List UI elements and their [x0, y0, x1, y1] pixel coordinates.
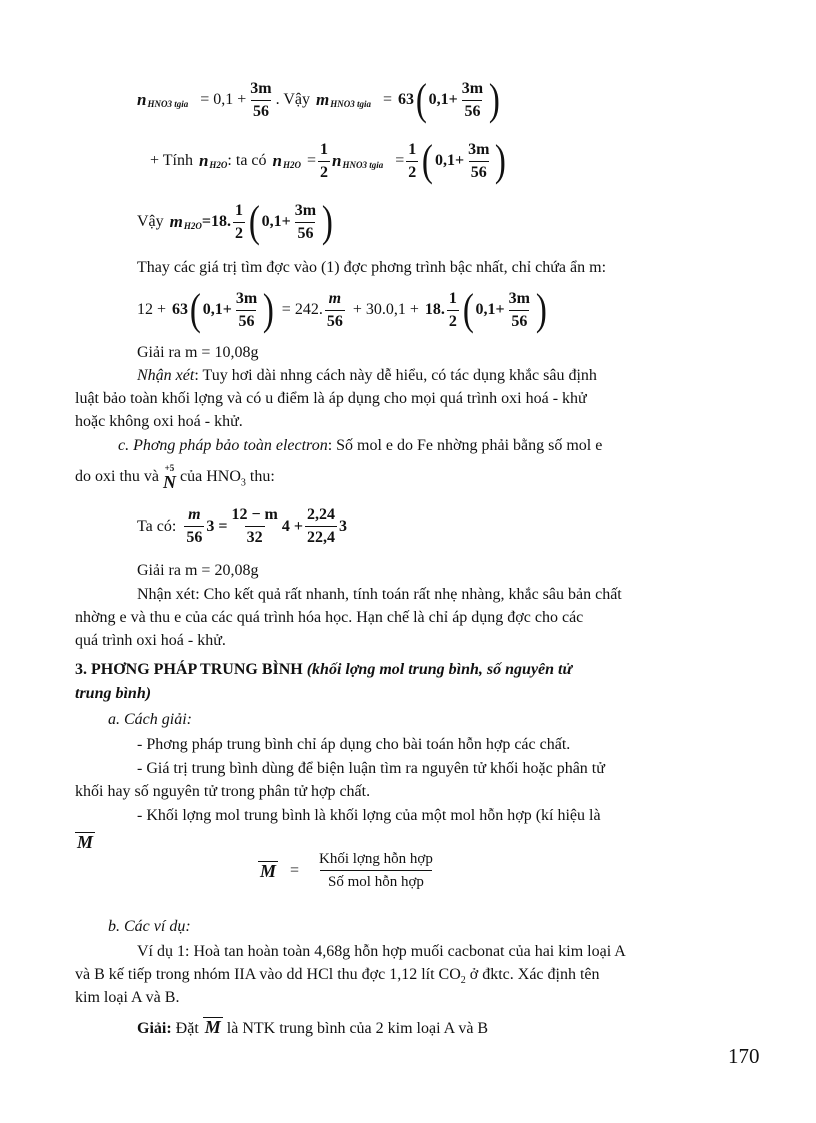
text: do oxi thu và — [75, 468, 159, 486]
fraction: $\frac{1}{2}$ — [320, 140, 329, 181]
subscript: 2 — [460, 975, 466, 987]
subsection-b: b. Các ví dụ: — [108, 918, 191, 935]
subscript: 3 — [240, 477, 246, 489]
heading: 3. PHƠNG PHÁP TRUNG BÌNH — [75, 661, 303, 678]
page-number: 170 — [728, 1044, 760, 1068]
text: : ta có — [227, 152, 267, 169]
subscript: HNO3 tgia — [342, 160, 384, 170]
heading-paren: (khối lợng mol trung bình, số nguyên tử — [306, 661, 573, 678]
nhan-xet-2-line3: quá trình oxi hoá - khử. — [75, 632, 226, 649]
fraction: $\frac{3m}{56}$ — [250, 79, 272, 120]
text: 18. — [424, 301, 445, 318]
method-c-title — [118, 436, 602, 456]
subscript: H2O — [209, 160, 228, 170]
text: = — [395, 152, 405, 169]
text: 63 — [172, 301, 189, 318]
text: + Tính — [150, 152, 193, 169]
fraction: $\frac{3m}{56}$ — [294, 201, 317, 242]
subscript: H2O — [282, 160, 301, 170]
text: 12 + — [137, 301, 167, 318]
text: Đặt — [175, 1020, 199, 1037]
text: 0,1+ — [428, 91, 458, 108]
text: = 242. — [281, 301, 323, 318]
section-3-heading-line2: trung bình) — [75, 685, 152, 702]
fraction: $\frac{3m}{56}$ — [468, 140, 490, 181]
text: ở đktc. Xác định tên — [465, 966, 600, 983]
bullet-2-cont: khối hay số nguyên tử trong phân tử hợp chất. — [75, 783, 371, 800]
text: Ta có: — [137, 517, 177, 535]
fraction: $\frac{3m}{56}$ — [508, 289, 530, 330]
text: + 30.0,1 + — [352, 301, 419, 318]
fraction: $\frac{2,24}{22,4}$ — [307, 506, 336, 546]
text: M — [77, 832, 94, 852]
text: và B kế tiếp trong nhóm IIA vào dd HCl thu đợc 1,12 lít CO — [75, 966, 461, 983]
fraction: $\frac{3m}{56}$ — [235, 289, 258, 330]
text: 0,1+ — [475, 301, 505, 318]
subsection-a: a. Cách giải: — [108, 711, 192, 728]
text: 0,1+ — [202, 301, 232, 318]
nhan-xet-1-line1 — [137, 366, 597, 386]
bullet-2: - Giá trị trung bình dùng để biện luận tìm ra nguyên tử khối hoặc phân tử — [137, 760, 605, 777]
text: = 0,1 + — [200, 91, 247, 108]
fraction: $\frac{12 - m}{32}$ — [231, 506, 278, 546]
bullet-1: - Phơng pháp trung bình chỉ áp dụng cho bài toán hỗn hợp các chất. — [137, 736, 571, 753]
text: Vậy — [137, 213, 164, 230]
result-1: Giải ra m = 10,08g — [137, 344, 259, 361]
var-n: n — [272, 151, 282, 170]
label: Giải: — [137, 1020, 172, 1037]
text: của HNO — [180, 468, 241, 486]
var-n: n — [198, 151, 209, 170]
subscript: HNO3 tgia — [330, 99, 371, 109]
method-c-line2 — [75, 464, 275, 493]
subscript: HNO3 tgia — [147, 99, 189, 109]
solution-line — [137, 1017, 488, 1039]
text: =18. — [201, 213, 232, 230]
nitrogen-symbol: +5 N — [163, 463, 176, 492]
text: 4 + — [281, 517, 304, 535]
var-m: m — [315, 90, 330, 109]
formula-m-bar — [258, 850, 441, 891]
nhan-xet-1-line3: hoặc không oxi hoá - khử. — [75, 413, 243, 430]
var-n: n — [332, 151, 342, 170]
nhan-xet-2-line2: nhờng e và thu e của các quá trình hóa học. Hạn chế là chỉ áp dụng đợc cho các — [75, 609, 584, 626]
text: 3 = — [206, 517, 228, 535]
equation-electron — [137, 505, 347, 548]
fraction: $\frac{\text{Khối lợng hỗn hợp}}{\text{Số mol hỗn hợp}}$ — [319, 851, 433, 890]
equation-main: 12 + 63 ( 0,1+ $\frac{3m}{56}$ ) = 242. $\frac{m}{56}$ + 30.0,1 + 18. $\frac{1}{2}$ ( 0,1+ $\frac{3m}{56}$ ) — [137, 285, 547, 334]
nhan-xet-2-line1: Nhận xét: Cho kết quả rất nhanh, tính toán rất nhẹ nhàng, khắc sâu bản chất — [137, 586, 622, 603]
text: là NTK trung bình của 2 kim loại A và B — [226, 1020, 489, 1037]
fraction: $\frac{m}{56}$ — [326, 289, 343, 330]
m-bar: M — [260, 861, 277, 881]
fraction: $\frac{3m}{56}$ — [461, 79, 484, 120]
text: = — [290, 861, 300, 879]
example-1-line1: Ví dụ 1: Hoà tan hoàn toàn 4,68g hỗn hợp muối cacbonat của hai kim loại A — [137, 943, 626, 960]
label: Nhận xét — [137, 367, 195, 384]
var-m: m — [169, 212, 183, 231]
text: 63 — [398, 91, 415, 108]
text: = — [306, 152, 317, 169]
nhan-xet-1-line2: luật bảo toàn khối lợng và có u điểm là áp dụng cho mọi quá trình oxi hoá - khử — [75, 390, 587, 407]
label: c. Phơng pháp bảo toàn electron — [118, 437, 328, 454]
equation-n-h2o: + Tính n H2O : ta có n H2O = $\frac{1}{2}$ n HNO3 tgia = $\frac{1}{2}$ ( 0,1+ $\frac{3m}{56}$ ) — [150, 136, 507, 185]
result-2: Giải ra m = 20,08g — [137, 562, 259, 579]
fraction: $\frac{1}{2}$ — [448, 289, 457, 330]
fraction: $\frac{1}{2}$ — [408, 140, 417, 181]
var-n: n — [137, 90, 147, 109]
paragraph-thay: Thay các giá trị tìm đợc vào (1) đợc phơng trình bậc nhất, chỉ chứa ẩn m: — [137, 259, 607, 276]
text: : Tuy hơi dài nhng cách này dễ hiểu, có tác dụng khắc sâu định — [194, 367, 597, 384]
bullet-3: - Khối lợng mol trung bình là khối lợng của một mol hỗn hợp (kí hiệu là — [137, 807, 601, 824]
subscript: H2O — [183, 221, 202, 231]
equation-m-h2o: Vậy m H2O =18. $\frac{1}{2}$ ( 0,1+ $\frac{3m}{56}$ ) — [137, 197, 333, 246]
fraction: $\frac{m}{56}$ — [186, 506, 203, 546]
text: . Vậy — [275, 91, 310, 108]
text: thu: — [245, 468, 275, 486]
text: : Số mol e do Fe nhờng phải bằng số mol e — [327, 437, 603, 454]
fraction: $\frac{1}{2}$ — [235, 201, 244, 242]
m-bar-symbol — [75, 832, 95, 854]
section-3-heading — [75, 660, 572, 680]
text: = — [382, 91, 393, 108]
example-1-line3: kim loại A và B. — [75, 989, 180, 1006]
m-bar: M — [204, 1017, 221, 1037]
text: 0,1+ — [261, 213, 291, 230]
equation-n-hno3: n HNO3 tgia = 0,1 + $\frac{3m}{56}$ . Vậy m HNO3 tgia = 63 ( 0,1+ $\frac{3m}{56}$ ) — [137, 75, 500, 124]
text: 3 — [339, 517, 348, 535]
text: 0,1+ — [434, 152, 465, 169]
